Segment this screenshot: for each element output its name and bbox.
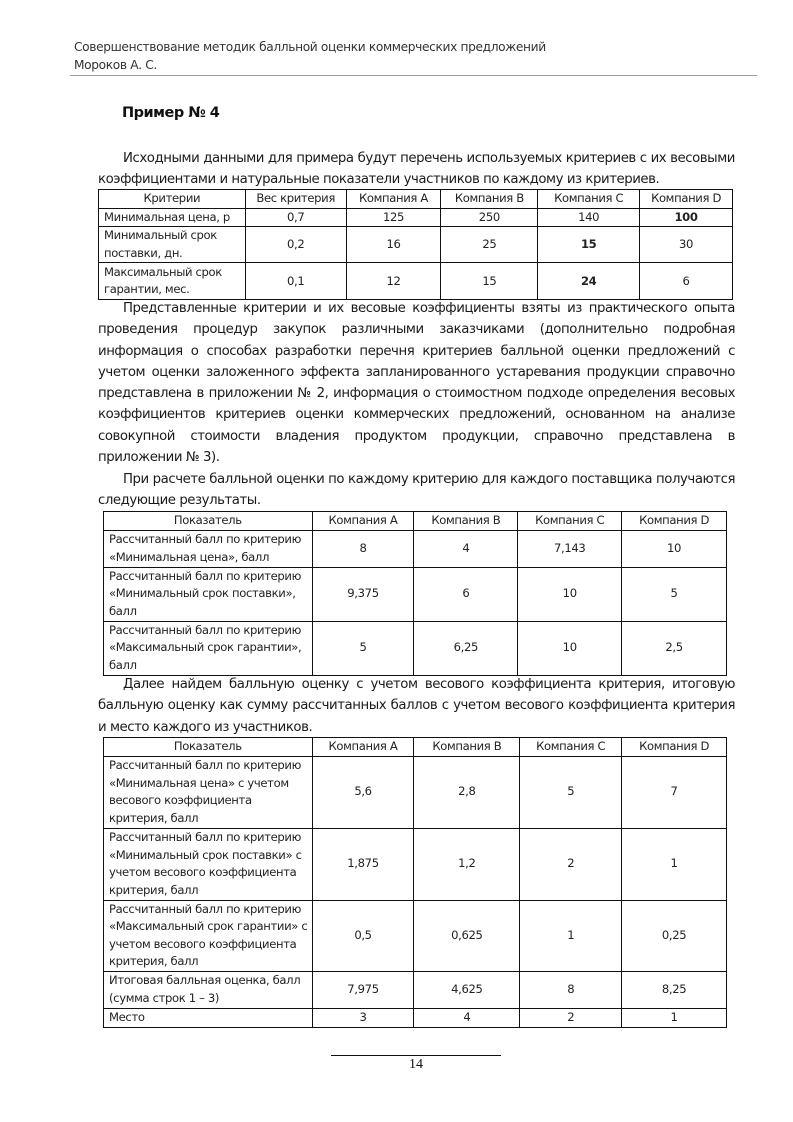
table-cell: 7	[622, 756, 727, 828]
page-number: 14	[409, 1057, 423, 1072]
table-cell: 4	[414, 1008, 520, 1027]
table-cell: 0,25	[622, 900, 727, 971]
row-label: Минимальная цена, р	[99, 208, 246, 227]
table-cell: 10	[622, 530, 727, 567]
table-row-total	[104, 971, 727, 1008]
paragraph-text: Далее найдем балльную оценку с учетом весового коэффициента критерия, итоговую балльную оценку как сумму рассчитанных баллов с учетом весового коэффициента критерия и место каждого из участников.	[98, 677, 735, 735]
table-cell: 0,625	[414, 900, 520, 971]
row-label: Рассчитанный балл по критерию «Максимальный срок гарантии» с учетом весового коэффициента критерия, балл	[104, 900, 313, 971]
row-label: Минимальный срок поставки, дн.	[99, 227, 246, 263]
table-cell: 1,2	[414, 828, 520, 900]
table-row	[99, 208, 733, 227]
table-cell: 8	[312, 530, 414, 567]
column-header: Компания A	[312, 512, 414, 531]
column-header: Компания B	[441, 190, 538, 209]
paragraph-weighted	[98, 674, 735, 738]
column-header: Показатель	[104, 738, 313, 757]
weighted-scores-table	[103, 737, 727, 1028]
table-cell: 10	[518, 567, 622, 621]
table-cell-best: 100	[640, 208, 733, 227]
table-cell: 7,975	[312, 971, 414, 1008]
row-label: Место	[104, 1008, 313, 1027]
column-header: Компания D	[622, 512, 727, 531]
paragraph-text: Представленные критерии и их весовые коэффициенты взяты из практического опыта проведения процедур закупок различными заказчиками (дополнительно подробная информация о способах разработки перечня критериев балльной оценки предложений с учетом оценки заложенного эффекта запланированного устаревания продукции справочно представлена в приложении № 2, информация о стоимостном подходе определения весовых коэффициентов критериев оценки коммерческих предложений, основанном на анализе совокупной стоимости владения продуктом продукции, справочно представлена в приложении № 3).	[98, 301, 735, 466]
row-label: Рассчитанный балл по критерию «Максимальный срок гарантии», балл	[104, 621, 313, 675]
table-cell: 2,5	[622, 621, 727, 675]
table-cell: 5	[622, 567, 727, 621]
table-cell: 0,1	[245, 263, 346, 300]
table-row	[104, 530, 727, 567]
table-cell: 6	[414, 567, 518, 621]
column-header: Компания D	[640, 190, 733, 209]
table-row	[99, 263, 733, 300]
paragraph-text: При расчете балльной оценки по каждому критерию для каждого поставщика получаются следующие результаты.	[98, 472, 735, 509]
table-cell-best: 15	[538, 227, 640, 263]
column-header: Компания D	[622, 738, 727, 757]
table-cell: 0,7	[245, 208, 346, 227]
table-header-row	[104, 512, 727, 531]
paragraph-text: Исходными данными для примера будут перечень используемых критериев с их весовыми коэффициентами и натуральные показатели участников по каждому из критериев.	[98, 151, 735, 188]
table-cell: 0,2	[245, 227, 346, 263]
column-header: Компания C	[520, 738, 622, 757]
table-cell: 9,375	[312, 567, 414, 621]
table-cell: 250	[441, 208, 538, 227]
table-row	[104, 621, 727, 675]
table-cell: 10	[518, 621, 622, 675]
row-label: Рассчитанный балл по критерию «Минимальная цена», балл	[104, 530, 313, 567]
column-header: Вес критерия	[245, 190, 346, 209]
row-label: Максимальный срок гарантии, мес.	[99, 263, 246, 300]
table-row	[99, 227, 733, 263]
example-title: Пример № 4	[122, 105, 220, 121]
paragraph-intro	[98, 148, 735, 191]
table-cell: 1	[520, 900, 622, 971]
table-cell: 16	[346, 227, 441, 263]
row-label: Рассчитанный балл по критерию «Минимальный срок поставки» с учетом весового коэффициента критерия, балл	[104, 828, 313, 900]
column-header: Компания C	[538, 190, 640, 209]
table-row	[104, 756, 727, 828]
column-header: Компания C	[518, 512, 622, 531]
running-head	[74, 38, 546, 74]
column-header: Компания B	[414, 738, 520, 757]
criteria-table	[98, 189, 733, 300]
table-cell: 8,25	[622, 971, 727, 1008]
running-head-author: Мороков А. С.	[74, 58, 157, 72]
table-cell: 3	[312, 1008, 414, 1027]
table-cell: 4,625	[414, 971, 520, 1008]
row-label: Итоговая балльная оценка, балл (сумма строк 1 – 3)	[104, 971, 313, 1008]
table-row-rank	[104, 1008, 727, 1027]
paragraph-source	[98, 298, 735, 468]
running-head-title: Совершенствование методик балльной оценки коммерческих предложений	[74, 40, 546, 54]
table-cell: 5	[312, 621, 414, 675]
table-cell: 2,8	[414, 756, 520, 828]
table-cell: 8	[520, 971, 622, 1008]
table-cell: 5	[520, 756, 622, 828]
table-header-row	[104, 738, 727, 757]
column-header: Компания A	[346, 190, 441, 209]
table-row	[104, 567, 727, 621]
footer-divider	[331, 1055, 501, 1056]
table-cell: 2	[520, 1008, 622, 1027]
table-cell: 6,25	[414, 621, 518, 675]
table-cell: 1	[622, 828, 727, 900]
column-header: Критерии	[99, 190, 246, 209]
table-cell: 6	[640, 263, 733, 300]
table-cell: 2	[520, 828, 622, 900]
column-header: Компания A	[312, 738, 414, 757]
table-cell: 30	[640, 227, 733, 263]
table-cell-best: 24	[538, 263, 640, 300]
table-cell: 1,875	[312, 828, 414, 900]
table-cell: 7,143	[518, 530, 622, 567]
table-cell: 12	[346, 263, 441, 300]
scores-table	[103, 511, 727, 676]
column-header: Показатель	[104, 512, 313, 531]
column-header: Компания B	[414, 512, 518, 531]
header-divider	[70, 75, 757, 76]
paragraph-calc	[98, 469, 735, 512]
table-cell: 4	[414, 530, 518, 567]
table-row	[104, 828, 727, 900]
table-cell: 140	[538, 208, 640, 227]
table-cell: 0,5	[312, 900, 414, 971]
table-header-row	[99, 190, 733, 209]
table-cell: 125	[346, 208, 441, 227]
row-label: Рассчитанный балл по критерию «Минимальный срок поставки», балл	[104, 567, 313, 621]
table-cell: 1	[622, 1008, 727, 1027]
table-cell: 25	[441, 227, 538, 263]
table-row	[104, 900, 727, 971]
table-cell: 15	[441, 263, 538, 300]
row-label: Рассчитанный балл по критерию «Минимальная цена» с учетом весового коэффициента критерия, балл	[104, 756, 313, 828]
table-cell: 5,6	[312, 756, 414, 828]
